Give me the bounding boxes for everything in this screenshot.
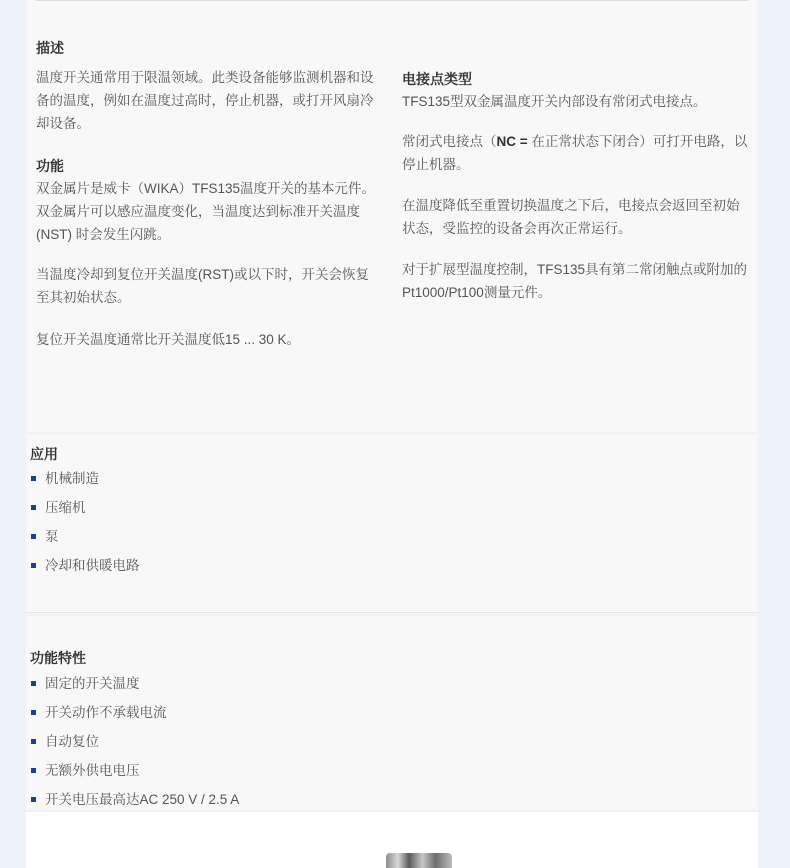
bullet-square-icon: [31, 797, 36, 802]
list-item: [30, 705, 239, 734]
product-details-card: [26, 0, 758, 432]
list-item: [30, 676, 239, 705]
nc-bold: NC =: [496, 134, 528, 149]
nc-prefix: 常闭式电接点（: [402, 134, 497, 149]
contact-type-text-1: TFS135型双金属温度开关内部设有常闭式电接点。: [402, 94, 707, 109]
list-item: [30, 558, 140, 587]
list-item: [30, 500, 140, 529]
function-text-1: 双金属片是威卡（WIKA）TFS135温度开关的基本元件。双金属片可以感应温度变化，当温度达到标准开关温度 (NST) 时会发生闪跳。: [36, 181, 376, 242]
description-text: 温度开关通常用于限温领域。此类设备能够监测机器和设备的温度，例如在温度过高时，停止机器，或打开风扇冷却设备。: [36, 70, 374, 131]
features-heading: 功能特性: [30, 650, 86, 666]
bullet-square-icon: [31, 505, 36, 510]
bullet-square-icon: [31, 534, 36, 539]
contact-type-heading: 电接点类型: [402, 71, 472, 87]
contact-type-text-2: [402, 130, 748, 176]
applications-heading: 应用: [30, 446, 58, 462]
list-item: [30, 471, 140, 500]
bullet-square-icon: [31, 563, 36, 568]
list-item-label: 开关动作不承载电流: [45, 705, 167, 720]
features-list: [30, 676, 239, 821]
bullet-square-icon: [31, 768, 36, 773]
list-item: [30, 763, 239, 792]
function-heading: 功能: [36, 158, 64, 174]
bullet-square-icon: [31, 681, 36, 686]
list-item: [30, 734, 239, 763]
list-item-label: 泵: [45, 529, 59, 544]
product-image-area: [26, 812, 758, 868]
list-item-label: 固定的开关温度: [45, 676, 140, 691]
function-text-2: 当温度冷却到复位开关温度(RST)或以下时，开关会恢复至其初始状态。: [36, 267, 369, 305]
list-item-label: 自动复位: [45, 734, 99, 749]
description-heading: 描述: [36, 40, 64, 56]
list-item-label: 机械制造: [45, 471, 99, 486]
bullet-square-icon: [31, 476, 36, 481]
applications-section: [26, 434, 758, 614]
list-item-label: 压缩机: [45, 500, 86, 515]
bullet-square-icon: [31, 710, 36, 715]
section-divider: [26, 612, 758, 613]
list-item-label: 开关电压最高达AC 250 V / 2.5 A: [45, 792, 240, 807]
function-text-3: 复位开关温度通常比开关温度低15 ... 30 K。: [36, 332, 301, 347]
contact-type-text-3: 在温度降低至重置切换温度之下后，电接点会返回至初始状态，受监控的设备会再次正常运行。: [402, 198, 740, 236]
features-section: [26, 616, 758, 810]
product-image: [386, 853, 452, 868]
applications-list: [30, 471, 140, 587]
list-item: [30, 529, 140, 558]
contact-type-text-4: 对于扩展型温度控制，TFS135具有第二常闭触点或附加的Pt1000/Pt100测量元件。: [402, 262, 748, 300]
bullet-square-icon: [31, 739, 36, 744]
list-item-label: 无额外供电电压: [45, 763, 140, 778]
top-divider: [36, 0, 748, 1]
nc-suffix: 在正常状态下闭合）可打开电路，以停止机器。: [402, 134, 748, 172]
list-item-label: 冷却和供暖电路: [45, 558, 140, 573]
